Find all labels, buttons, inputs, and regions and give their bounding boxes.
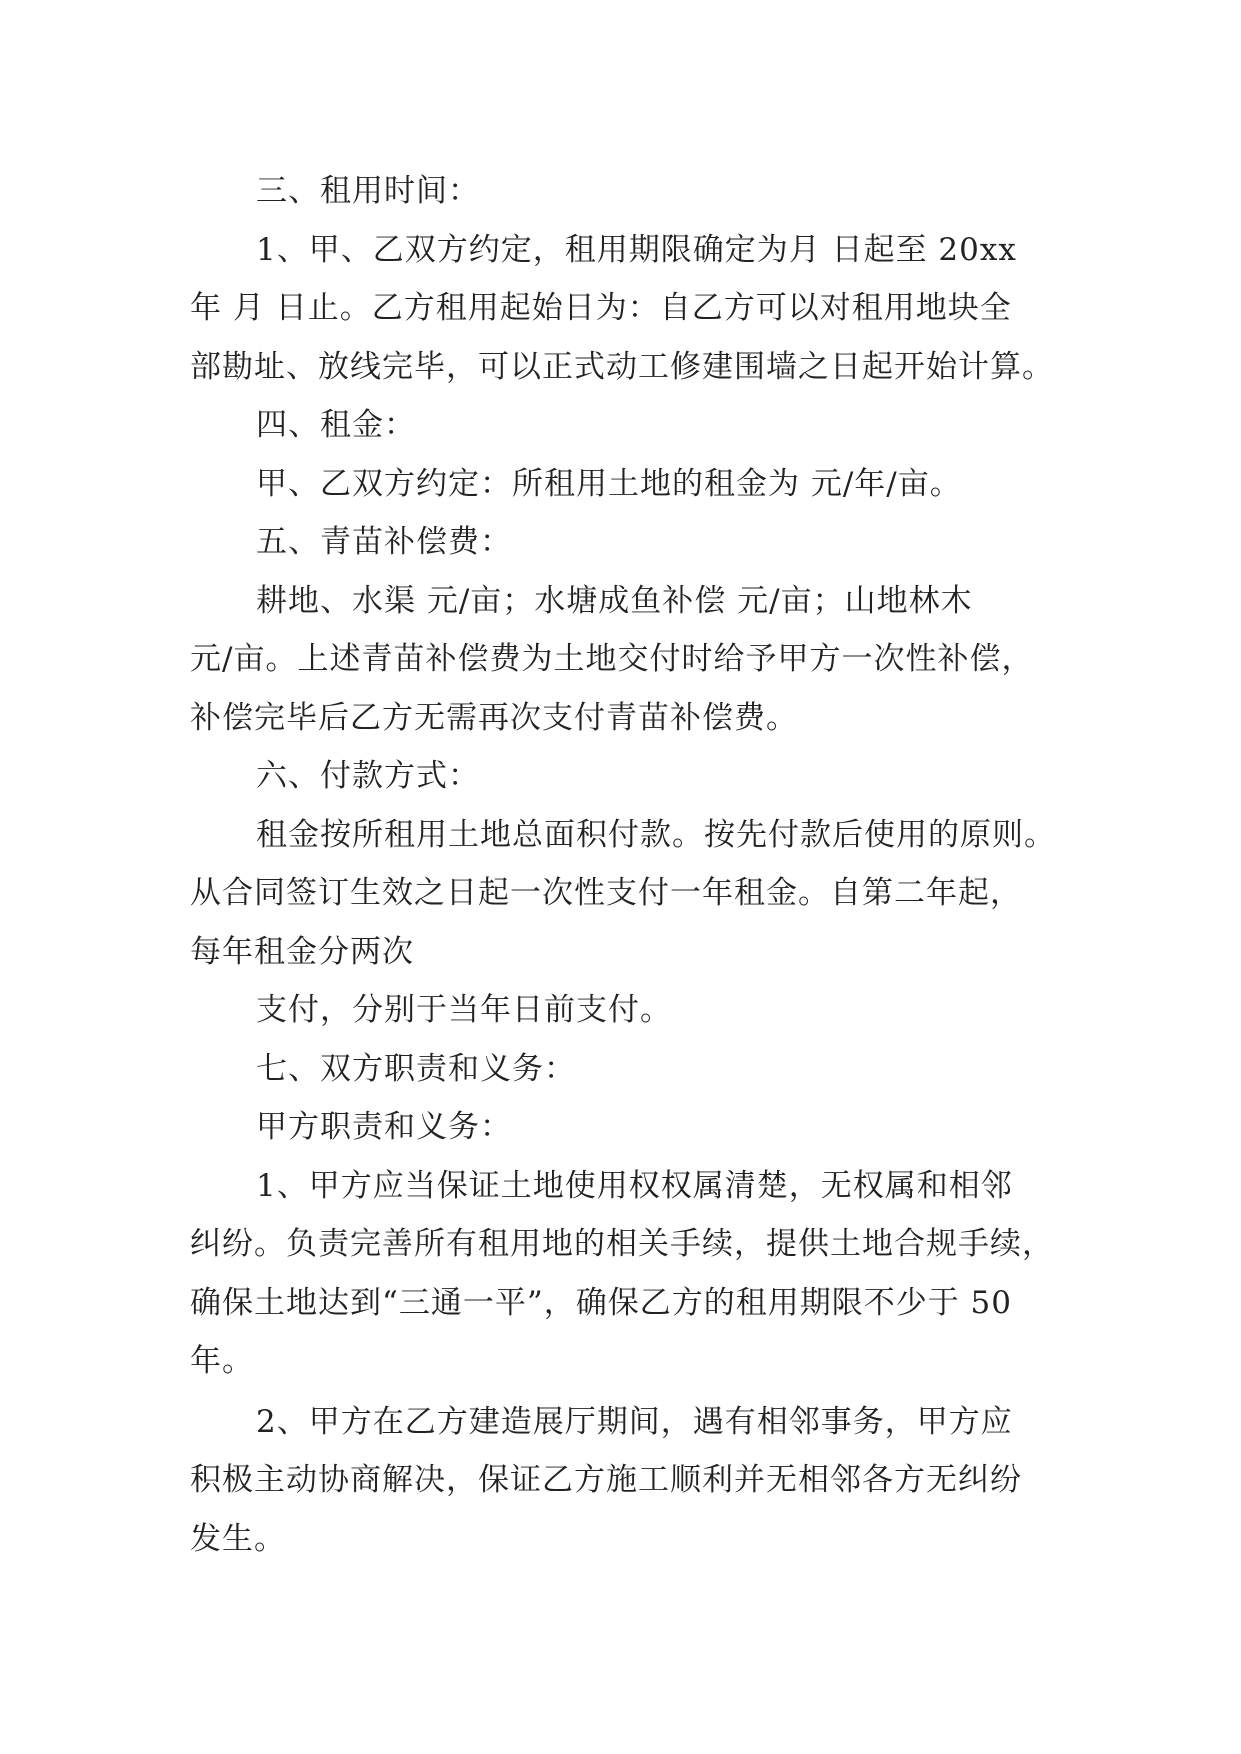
paragraph-line: 耕地、水渠 元/亩；水塘成鱼补偿 元/亩；山地林木 xyxy=(256,582,973,619)
paragraph-line: 积极主动协商解决，保证乙方施工顺利并无相邻各方无纠纷 xyxy=(190,1462,1022,1498)
paragraph-line: 每年租金分两次 xyxy=(190,933,414,970)
paragraph-line: 发生。 xyxy=(190,1520,286,1557)
paragraph-line: 支付，分别于当年日前支付。 xyxy=(256,992,672,1028)
paragraph-line: 从合同签订生效之日起一次性支付一年租金。自第二年起， xyxy=(190,875,1022,911)
paragraph-line: 甲、乙双方约定：所租用土地的租金为 元/年/亩。 xyxy=(256,465,962,502)
paragraph-line: 部勘址、放线完毕，可以正式动工修建围墙之日起开始计算。 xyxy=(190,348,1054,385)
document-body xyxy=(190,162,1056,1568)
paragraph-line: 年 月 日止。乙方租用起始日为：自乙方可以对租用地块全 xyxy=(190,290,1012,326)
paragraph-line: 1、甲方应当保证土地使用权权属清楚，无权属和相邻 xyxy=(256,1167,1013,1204)
subheading-party-a-duties: 甲方职责和义务： xyxy=(256,1109,512,1145)
paragraph-line: 确保土地达到“三通一平”，确保乙方的租用期限不少于 50 xyxy=(190,1284,1012,1321)
paragraph-line: 补偿完毕后乙方无需再次支付青苗补偿费。 xyxy=(190,699,798,736)
paragraph-line: 纠纷。负责完善所有租用地的相关手续，提供土地合规手续， xyxy=(190,1226,1054,1262)
paragraph-line: 年。 xyxy=(190,1343,254,1379)
section-heading-payment-method: 六、付款方式： xyxy=(256,758,480,794)
section-heading-rent: 四、租金： xyxy=(256,407,416,443)
section-heading-duties: 七、双方职责和义务： xyxy=(256,1050,576,1087)
paragraph-line: 元/亩。上述青苗补偿费为土地交付时给予甲方一次性补偿， xyxy=(190,641,1034,677)
section-heading-crop-compensation: 五、青苗补偿费： xyxy=(256,524,512,560)
paragraph-line: 租金按所租用土地总面积付款。按先付款后使用的原则。 xyxy=(256,816,1056,853)
section-heading-rental-period: 三、租用时间： xyxy=(256,173,480,209)
paragraph-line: 1、甲、乙双方约定，租用期限确定为月 日起至 20xx xyxy=(256,231,1017,268)
paragraph-line: 2、甲方在乙方建造展厅期间，遇有相邻事务，甲方应 xyxy=(256,1403,1013,1440)
